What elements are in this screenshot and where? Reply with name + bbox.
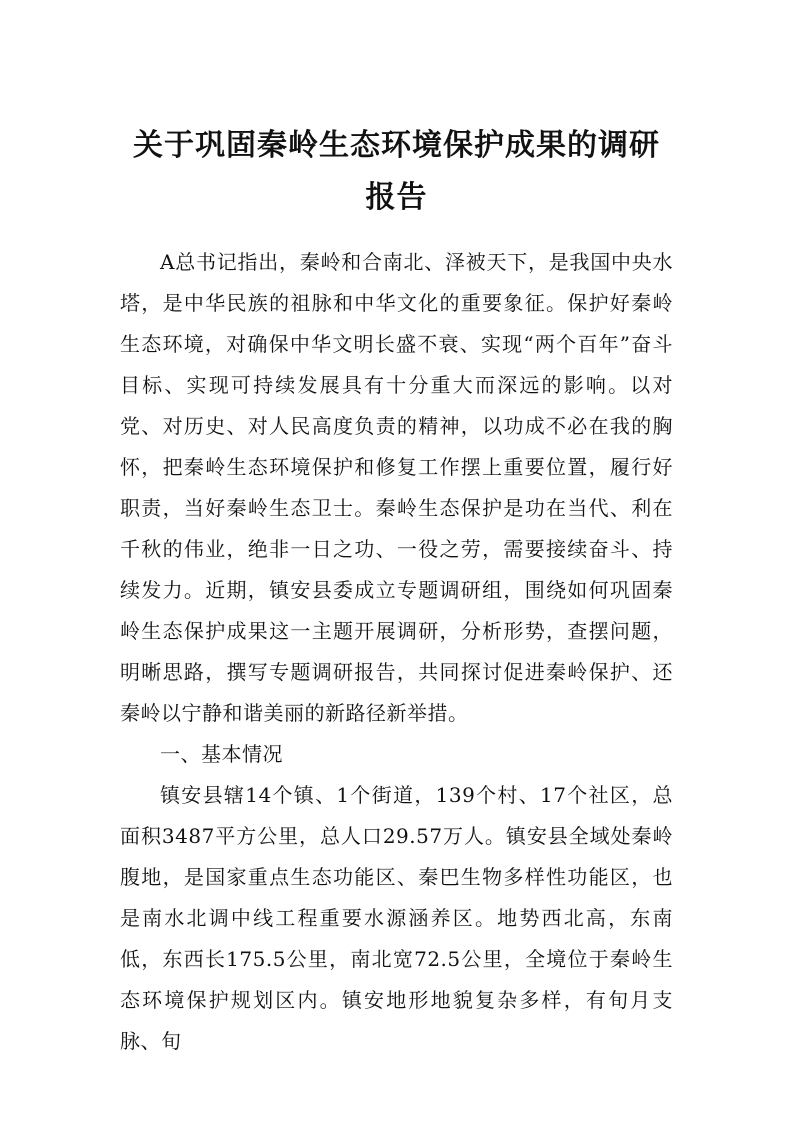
basic-info-paragraph: 镇安县辖14个镇、1个街道，139个村、17个社区，总面积3487平方公里，总人口29.57万人。镇安县全域处秦岭腹地，是国家重点生态功能区、秦巴生物多样性功能区，也是南水北调中线工程重要水源涵养区。地势西北高，东南低，东西长175.5公里，南北宽72.5公里，全境位于秦岭生态环境保护规划区内。镇安地形地貌复杂多样，有旬月支脉、旬 (120, 783, 673, 1053)
document-title: 关于巩固秦岭生态环境保护成果的调研报告 (133, 128, 660, 215)
section-heading: 一、基本情况 (160, 742, 283, 766)
intro-paragraph: A总书记指出，秦岭和合南北、泽被天下，是我国中央水塔，是中华民族的祖脉和中华文化的重要象征。保护好秦岭生态环境，对确保中华文明长盛不衰、实现“两个百年”奋斗目标、实现可持续发展具有十分重大而深远的影响。以对党、对历史、对人民高度负责的精神，以功成不必在我的胸怀，把秦岭生态环境保护和修复工作摆上重要位置，履行好职责，当好秦岭生态卫士。秦岭生态保护是功在当代、利在千秋的伟业，绝非一日之功、一役之劳，需要接续奋斗、持续发力。近期，镇安县委成立专题调研组，围绕如何巩固秦岭生态保护成果这一主题开展调研，分析形势，查摆问题，明晰思路，撰写专题调研报告，共同探讨促进秦岭保护、还秦岭以宁静和谐美丽的新路径新举措。 (120, 250, 673, 725)
document-body (120, 242, 673, 1062)
